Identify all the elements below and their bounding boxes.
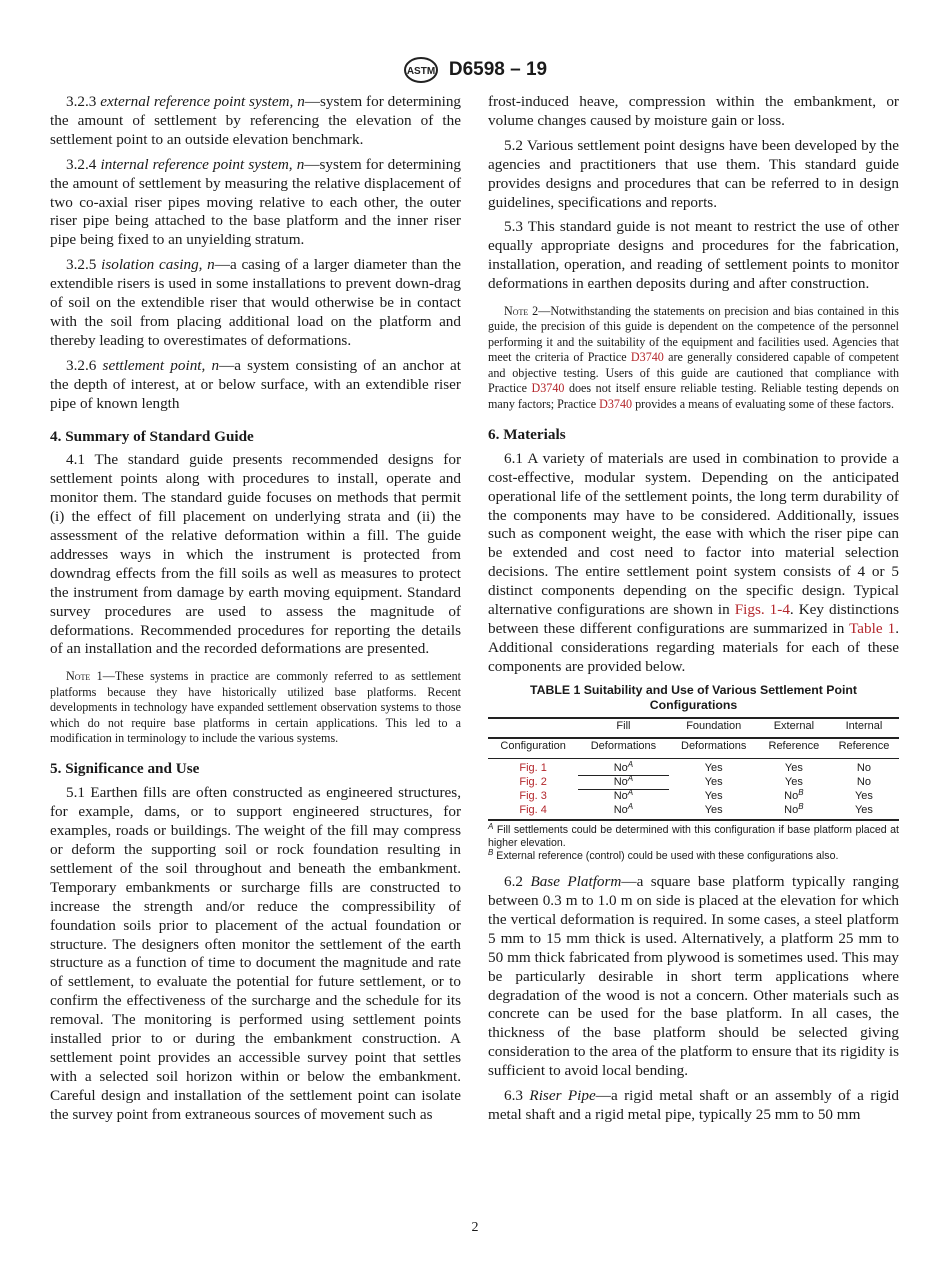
figure-link[interactable]: Fig. 4 bbox=[519, 803, 547, 816]
text: Note 1 bbox=[66, 669, 103, 684]
th bbox=[488, 718, 578, 738]
right-column bbox=[488, 93, 899, 1131]
internal-cell: No bbox=[856, 761, 871, 774]
text: . Additional considerations regarding materials for each of these components are provided below. bbox=[488, 619, 899, 675]
value: No bbox=[613, 775, 628, 788]
paragraph bbox=[50, 156, 461, 251]
text: —Notwithstanding the statements on precision and bias contained in this guide, the precision of this guide is dependent on the competence of the personnel performing it and the suitability of the equipment and facilities used. Agencies that meet the criteria of Practice bbox=[488, 304, 899, 365]
term: Base Platform bbox=[530, 873, 622, 891]
external-cell bbox=[759, 775, 829, 789]
th: Reference bbox=[768, 740, 820, 753]
paragraph bbox=[488, 137, 899, 213]
text: does not itself ensure reliable testing. Reliable testing depends on many factors; Practice bbox=[488, 381, 900, 411]
foundation-cell: Yes bbox=[704, 790, 723, 803]
value: No bbox=[784, 790, 799, 803]
internal-cell: No bbox=[856, 775, 871, 788]
value: No bbox=[613, 761, 628, 774]
text: 3.2.5 bbox=[66, 256, 102, 274]
table-row bbox=[488, 758, 899, 775]
internal-cell: Yes bbox=[854, 803, 873, 816]
paragraph bbox=[50, 93, 461, 150]
footnote-mark: A bbox=[627, 759, 634, 769]
page-number: 2 bbox=[471, 1220, 479, 1235]
footnote-mark: A bbox=[488, 822, 494, 832]
th: Internal bbox=[845, 719, 883, 732]
external-cell bbox=[759, 758, 829, 775]
paragraph bbox=[50, 256, 461, 351]
paragraph bbox=[488, 1087, 899, 1125]
value: No bbox=[613, 790, 628, 803]
left-column bbox=[50, 93, 461, 1131]
text: 4.1 The standard guide presents recommended designs for settlement points along with procedures to install, operate and monitor them. The standard guide focuses on methods that permit (i) the effect of fill placement on underlying strata and (ii) the assessment of the relative deformation within a fill. The guide addresses ways in which the instrument is protected from downdrag effects from the fill soils as well as measures to protect the instrument from damage by earth moving equipment. Standard survey procedures are used to assess the magnitude of deformations. Recommended procedures for reporting the details of an installation and the recorded deformations are presented. bbox=[50, 451, 461, 658]
th: Foundation bbox=[686, 719, 742, 732]
footnote-text: External reference (control) could be used with these configurations also. bbox=[493, 850, 839, 863]
value: Yes bbox=[784, 775, 803, 788]
reference-link[interactable]: Table 1 bbox=[849, 619, 896, 637]
external-cell bbox=[759, 801, 829, 820]
figure-link[interactable]: Fig. 2 bbox=[519, 775, 547, 788]
fill-cell bbox=[578, 790, 668, 804]
text: 5.2 Various settlement point designs have been developed by the agencies and practitioners that use them. This standard guide provides designs and procedures that can be referred to in design guidelines, specifications and reports. bbox=[488, 136, 899, 211]
foundation-cell: Yes bbox=[704, 761, 723, 774]
term: internal reference point system, n bbox=[100, 155, 305, 173]
external-cell bbox=[759, 790, 829, 804]
table-title: TABLE 1 Suitability and Use of Various Settlement Point Configurations bbox=[529, 682, 858, 712]
reference-link[interactable]: D3740 bbox=[599, 396, 633, 411]
term: isolation casing, n bbox=[101, 256, 215, 274]
section-heading bbox=[488, 426, 899, 445]
paragraph bbox=[50, 357, 461, 414]
value: No bbox=[613, 803, 628, 816]
text: —system for determining the amount of settlement by measuring the relative displacement of two co-axial riser pipes moving relative to each other, the outer riser pipe being attached to the base platform and the inner riser pipe being fixed to an unyielding stratum. bbox=[50, 155, 461, 249]
th: External bbox=[773, 719, 815, 732]
internal-cell: Yes bbox=[854, 790, 873, 803]
paragraph bbox=[488, 450, 899, 677]
paragraph bbox=[50, 784, 461, 1124]
foundation-cell: Yes bbox=[704, 775, 723, 788]
note bbox=[488, 304, 899, 412]
text: —system for determining the amount of settlement by referencing the elevation of the settlement point to an outside elevation benchmark. bbox=[50, 93, 462, 148]
text: 3.2.4 bbox=[66, 155, 101, 173]
astm-logo-icon bbox=[403, 56, 439, 84]
note bbox=[50, 669, 461, 746]
footnote-mark: A bbox=[627, 773, 634, 783]
value: Yes bbox=[784, 761, 803, 774]
table-footnote-a bbox=[488, 824, 899, 850]
section-heading bbox=[50, 428, 461, 447]
reference-link[interactable]: Figs. 1-4 bbox=[734, 601, 790, 619]
page-header bbox=[0, 56, 950, 84]
th: Deformations bbox=[590, 740, 657, 753]
foundation-cell: Yes bbox=[704, 803, 723, 816]
text: 5.3 This standard guide is not meant to restrict the use of other equally appropriate designs and procedures for the fabrication, installation, operation, and reading of settlement points to monitor deformations in earthen deposits during and after construction. bbox=[488, 218, 899, 293]
text: —a rigid metal shaft or an assembly of a rigid metal shaft and a rigid metal pipe, typically 25 mm to 50 mm bbox=[488, 1087, 900, 1123]
text: are generally considered capable of competent and objective testing. Users of this guide are cautioned that compliance with Practice bbox=[488, 350, 900, 396]
text: 4. Summary of Standard Guide bbox=[50, 427, 254, 445]
value: No bbox=[784, 803, 799, 816]
text: —a square base platform typically ranging between 0.3 m to 1.0 m on side is placed at the elevation for which the vertical deformation is required. In some cases, a steel platform 5 mm to 15 mm thick is used. Alternatively, a platform 25 mm to 50 mm thick fabricated from plywood is sometimes used. This may be particularly desirable in short term applications where degradation of the wood is not a concern. Other materials such as concrete can be used for the base platform. In all cases, the thickness of the base platform should be selected giving consideration to the area of the platform to ensure that its rigidity is sufficient to avoid local bending. bbox=[488, 873, 899, 1080]
th: Configuration bbox=[500, 740, 566, 753]
designation: D6598 – 19 bbox=[448, 59, 548, 80]
footnote-mark: A bbox=[627, 801, 634, 811]
term: Riser Pipe bbox=[529, 1087, 596, 1105]
footnote-mark: B bbox=[798, 788, 804, 798]
reference-link[interactable]: D3740 bbox=[630, 350, 664, 365]
text: . Key distinctions between these different configurations are summarized in bbox=[488, 601, 900, 637]
text: 5. Significance and Use bbox=[50, 760, 200, 778]
text: 5.1 Earthen fills are often constructed as engineered structures, for example, dams, or to support engineered structures, for examples, roads or buildings. The weight of the fill may compress or deform the supporting soil or rock foundation resulting in settlement of the soil throughout and beneath the embankment. Temporary embankments or surcharge fills are constructed to increase the strength and/or reduce the compressibility of foundation soils prior to placement of the actual foundation or structure. The designers often monitor the settlement of the earth structure as a function of time to document the magnitude and rate of settlement, to evaluate the potential for future settlement, or to confirm the effectiveness of the surcharge and the schedule for its removal. The monitoring is performed using settlement points installed prior to or during the embankment construction. A settlement point provides an accessible survey point that settles with a selected soil horizon within or below the embankment. Careful design and installation of the settlement point can isolate the survey point from extraneous sources of movement such as bbox=[50, 784, 461, 1123]
reference-link[interactable]: D3740 bbox=[531, 381, 565, 396]
term: settlement point, n bbox=[102, 356, 220, 374]
text: Note 2 bbox=[504, 304, 539, 319]
text: 6.1 A variety of materials are used in combination to provide a cost-effective, modular system. Depending on the anticipated operational life of the settlement points, the long term durability of the components may have to be considered. Additionally, issues such as component weight, the ease with which the riser pipe can be extended and cost need to factor into material selection decisions. The entire settlement point system consists of 4 or 5 distinct components depending on the specific design. Typical alternative configurations are shown in bbox=[488, 449, 899, 619]
text: 3.2.3 bbox=[66, 93, 101, 110]
paragraph bbox=[488, 218, 899, 294]
text: 6.3 bbox=[504, 1087, 530, 1105]
table-footnote-b bbox=[488, 850, 899, 863]
text: —a system consisting of an anchor at the depth of interest, at or below surface, with an extendible riser pipe of known length bbox=[50, 356, 462, 412]
text: —a casing of a larger diameter than the extendible risers is used in some installations to prevent down-drag of soil on the extendible riser that would otherwise be in contact with the soil from placing additional load on the platform and thereby leading to overestimates of deformations. bbox=[50, 256, 461, 349]
th: Reference bbox=[838, 740, 890, 753]
figure-link[interactable]: Fig. 1 bbox=[519, 761, 547, 774]
footnote-mark: B bbox=[798, 801, 804, 811]
text: provides a means of evaluating some of these factors. bbox=[632, 396, 895, 411]
table-row bbox=[488, 804, 899, 820]
text: 6.2 bbox=[504, 873, 531, 891]
table-row bbox=[488, 790, 899, 804]
table-row bbox=[488, 775, 899, 789]
fill-cell bbox=[578, 801, 668, 820]
section-heading bbox=[50, 760, 461, 779]
paragraph bbox=[488, 873, 899, 1081]
footnote-mark: B bbox=[488, 848, 494, 858]
svg-text:ASTM: ASTM bbox=[406, 66, 436, 77]
text: 6. Materials bbox=[488, 425, 566, 443]
text: 3.2.6 bbox=[66, 356, 103, 374]
footnote-text: Fill settlements could be determined with this configuration if base platform placed at higher elevation. bbox=[488, 824, 899, 850]
text: frost-induced heave, compression within the embankment, or volume changes caused by moisture gain or loss. bbox=[488, 93, 899, 129]
fill-cell bbox=[578, 775, 668, 789]
table-1 bbox=[488, 683, 899, 863]
th: Fill bbox=[616, 719, 631, 732]
paragraph bbox=[488, 93, 899, 131]
figure-link[interactable]: Fig. 3 bbox=[519, 790, 547, 803]
footnote-mark: A bbox=[627, 788, 634, 798]
text: —These systems in practice are commonly referred to as settlement platforms because they have historically utilized base platforms. Recent developments in technology have expanded settlement observation systems to those which do not require base platforms in certain applications. This led to a modification in terminology to include the various systems. bbox=[50, 669, 462, 745]
term: external reference point system, n bbox=[100, 93, 305, 110]
fill-cell bbox=[578, 758, 668, 775]
th: Deformations bbox=[681, 740, 747, 753]
paragraph bbox=[50, 451, 461, 659]
